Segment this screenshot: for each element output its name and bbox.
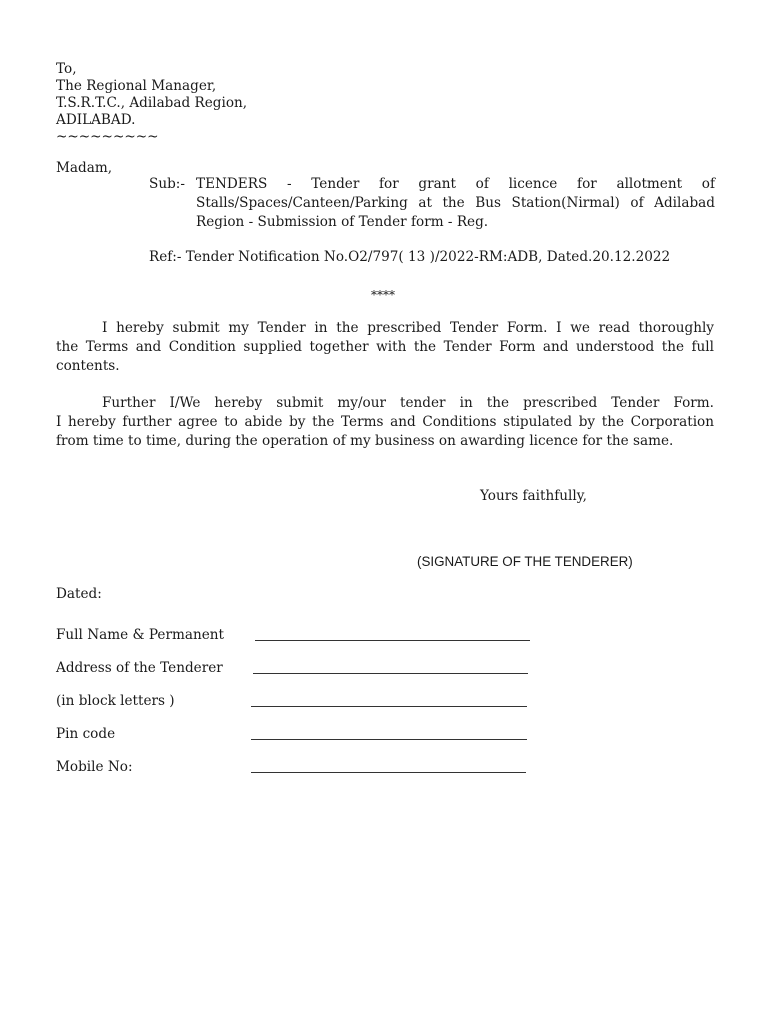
block-letters-label: (in block letters ) bbox=[56, 693, 175, 709]
subject-label: Sub:- bbox=[149, 176, 185, 192]
subject-line-1: TENDERS - Tender for grant of licence for allotment of bbox=[196, 176, 715, 192]
subject-block bbox=[149, 176, 715, 233]
address-tilde-rule: ~~~~~~~~~ bbox=[56, 129, 159, 145]
separator-stars: **** bbox=[371, 288, 395, 302]
paragraph-2-line-3: from time to time, during the operation of my business on awarding licence for the same. bbox=[56, 433, 674, 449]
recipient-address bbox=[56, 61, 247, 146]
address-blank-line[interactable] bbox=[253, 673, 528, 674]
mobile-blank-line[interactable] bbox=[251, 772, 526, 773]
paragraph-2-line-1: Further I/We hereby submit my/our tender in the prescribed Tender Form. bbox=[102, 395, 714, 411]
signature-caption: (SIGNATURE OF THE TENDERER) bbox=[417, 554, 633, 569]
mobile-label: Mobile No: bbox=[56, 759, 133, 775]
paragraph-1 bbox=[56, 320, 714, 377]
subject-line-3: Region - Submission of Tender form - Reg. bbox=[196, 214, 489, 230]
dated-label: Dated: bbox=[56, 586, 102, 602]
paragraph-2 bbox=[56, 395, 714, 452]
subject-line-2: Stalls/Spaces/Canteen/Parking at the Bus Station(Nirmal) of Adilabad bbox=[196, 195, 715, 211]
address-to: To, bbox=[56, 61, 77, 77]
paragraph-2-line-2: I hereby further agree to abide by the Terms and Conditions stipulated by the Corporation bbox=[56, 414, 714, 430]
block-letters-blank-line[interactable] bbox=[251, 706, 527, 707]
paragraph-1-line-2: the Terms and Condition supplied together with the Tender Form and understood the full bbox=[56, 339, 714, 355]
pin-code-blank-line[interactable] bbox=[251, 739, 527, 740]
full-name-label: Full Name & Permanent bbox=[56, 627, 224, 643]
salutation: Madam, bbox=[56, 160, 113, 176]
paragraph-1-line-3: contents. bbox=[56, 358, 120, 374]
paragraph-1-line-1: I hereby submit my Tender in the prescribed Tender Form. I we read thoroughly bbox=[102, 320, 714, 336]
reference-line: Ref:- Tender Notification No.O2/797( 13 )/2022-RM:ADB, Dated.20.12.2022 bbox=[149, 249, 671, 265]
address-line-3: ADILABAD. bbox=[56, 112, 136, 128]
address-line-1: The Regional Manager, bbox=[56, 78, 217, 94]
address-label: Address of the Tenderer bbox=[56, 660, 223, 676]
full-name-blank-line[interactable] bbox=[255, 640, 530, 641]
pin-code-label: Pin code bbox=[56, 726, 116, 742]
address-line-2: T.S.R.T.C., Adilabad Region, bbox=[56, 95, 248, 111]
closing-yours-faithfully: Yours faithfully, bbox=[480, 488, 587, 504]
